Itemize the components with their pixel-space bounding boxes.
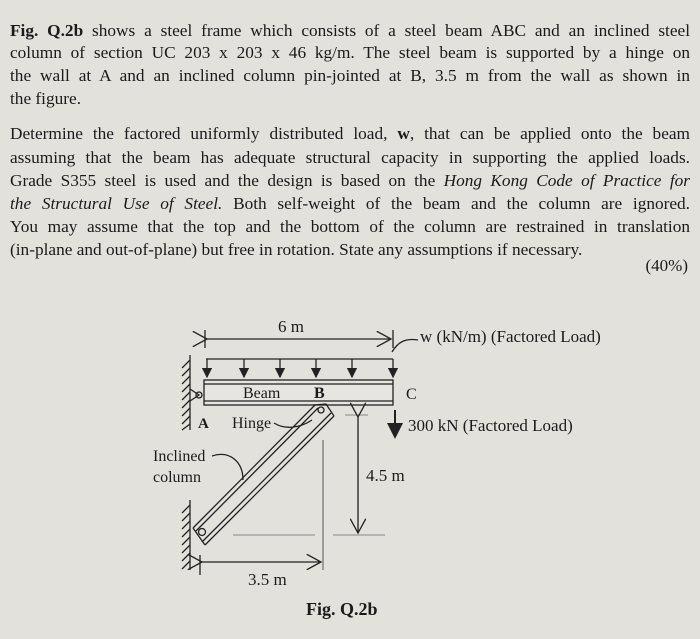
span-label: 6 m: [278, 317, 304, 336]
span-dimension: [205, 317, 393, 348]
question-text-line: assuming that the beam has adequate structural capacity in supporting the applied loads.: [10, 148, 690, 167]
column-label-1: Inclined: [153, 448, 206, 465]
figure-reference: Fig. Q.2b: [10, 21, 84, 40]
figure-caption: Fig. Q.2b: [306, 599, 378, 619]
hinge-leader: [274, 420, 312, 427]
question-text-line: You may assume that the top and the bottom of the column are restrained in translation: [10, 217, 690, 236]
column-leader: [212, 454, 243, 480]
question-text-line: the wall at A and an inclined column pin-jointed at B, 3.5 m from the wall as shown in: [10, 66, 690, 85]
wall-support-column: [182, 500, 190, 570]
question-text-line: (in-plane and out-of-plane) but free in rotation. State any assumptions if necessary.: [10, 240, 583, 259]
udl-label: w (kN/m) (Factored Load): [420, 327, 601, 346]
height-dimension: [358, 417, 405, 533]
question-text-line: column of section UC 203 x 203 x 46 kg/m. The steel beam is supported by a hinge on: [10, 43, 690, 62]
text: Both self-weight of the beam and the column are ignored.: [222, 194, 691, 213]
text: shows a steel frame which consists of a steel beam ABC and an inclined steel: [83, 21, 690, 40]
hinge-label: Hinge: [232, 415, 272, 432]
point-b-label: B: [314, 385, 325, 402]
point-load: [395, 410, 573, 437]
height-label: 4.5 m: [366, 466, 405, 485]
text: Determine the factored uniformly distributed load,: [10, 124, 398, 143]
point-a-label: A: [198, 416, 209, 432]
text: , that can be applied onto the beam: [409, 124, 690, 143]
question-text-line: the figure.: [10, 89, 82, 108]
offset-label: 3.5 m: [248, 570, 287, 589]
code-title: the Structural Use of Steel.: [10, 194, 223, 213]
code-title: Hong Kong Code of Practice for: [443, 171, 690, 190]
text: Grade S355 steel is used and the design is based on the: [10, 171, 444, 190]
point-c-label: C: [406, 386, 417, 403]
beam: [204, 380, 417, 405]
column-label-2: column: [153, 469, 201, 486]
point-load-label: 300 kN (Factored Load): [408, 416, 573, 435]
offset-dimension: [200, 555, 321, 589]
variable-w: w: [397, 124, 410, 143]
udl-arrows: [206, 327, 601, 377]
marks-percentage: (40%): [645, 256, 688, 275]
beam-label: Beam: [243, 385, 281, 402]
